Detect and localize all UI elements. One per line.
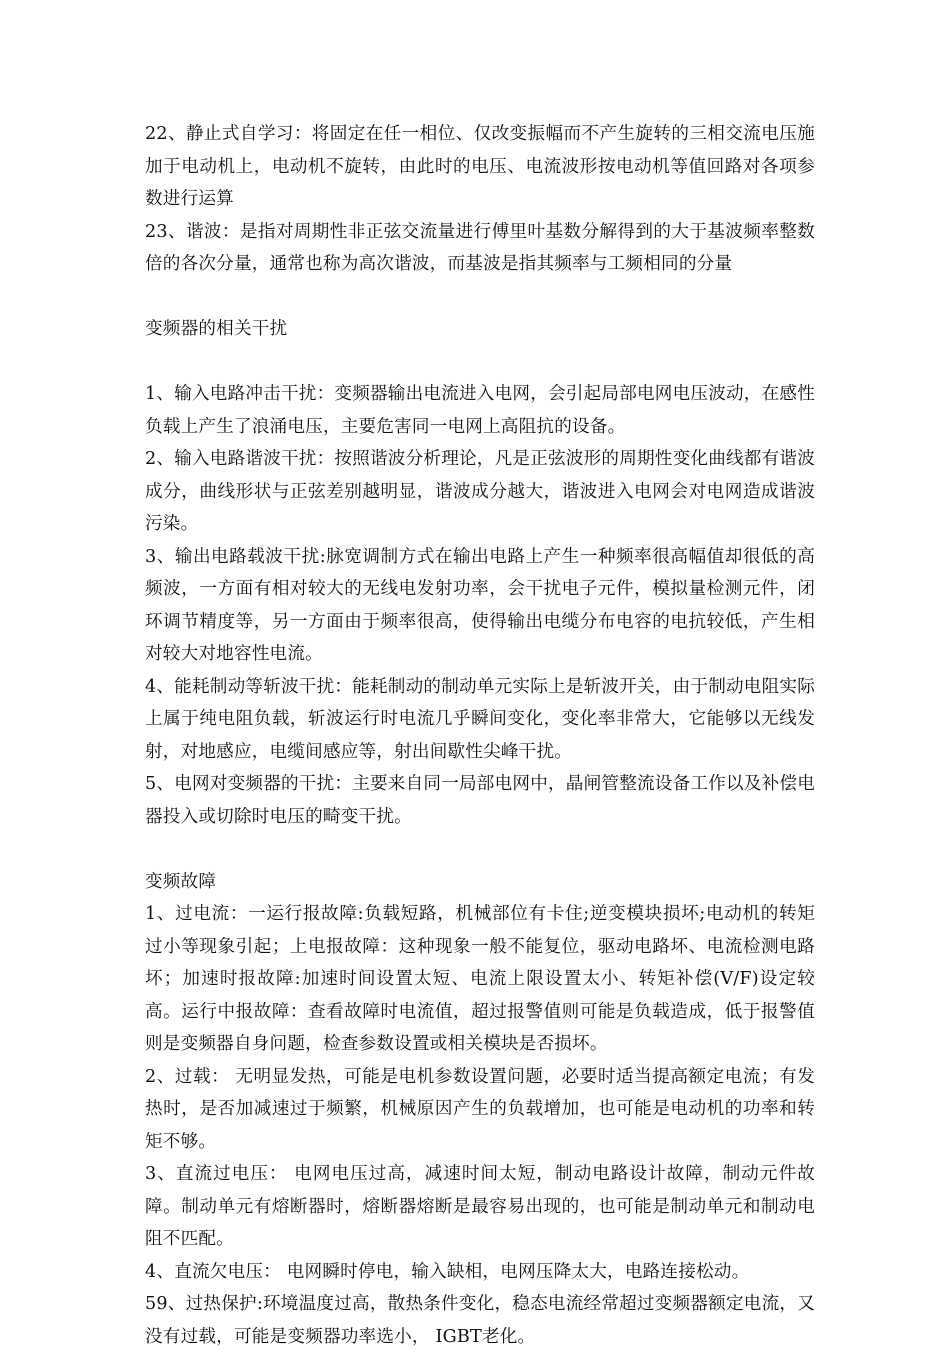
- interference-item-5: 5、电网对变频器的干扰：主要来自同一局部电网中，晶闸管整流设备工作以及补偿电器投入或切除时电压的畸变干扰。: [145, 774, 815, 827]
- fault-item-2: 2、过载： 无明显发热，可能是电机参数设置问题，必要时适当提高额定电流；有发热时，是否加减速过于频繁，机械原因产生的负载增加，也可能是电动机的功率和转矩不够。: [145, 1066, 815, 1152]
- interference-item-1: 1、输入电路冲击干扰：变频器输出电流进入电网，会引起局部电网电压波动，在感性负载上产生了浪涌电压，主要危害同一电网上高阻抗的设备。: [145, 384, 815, 437]
- blank-line: [145, 346, 815, 379]
- interference-item-3: 3、输出电路载波干扰:脉宽调制方式在输出电路上产生一种频率很高幅值却很低的高频波，一方面有相对较大的无线电发射功率，会干扰电子元件，模拟量检测元件，闭环调节精度等，另一方面由于频率很高，使得输出电缆分布电容的电抗较低，产生相对较大对地容性电流。: [145, 546, 815, 664]
- fault-item-3: 3、直流过电压： 电网电压过高，减速时间太短，制动电路设计故障，制动元件故障。制动单元有熔断器时，熔断器熔断是最容易出现的，也可能是制动单元和制动电阻不匹配。: [145, 1164, 815, 1249]
- blank-line: [145, 833, 815, 866]
- interference-item-4: 4、能耗制动等斩波干扰：能耗制动的制动单元实际上是斩波开关，由于制动电阻实际上属于纯电阻负载，斩波运行时电流几乎瞬间变化，变化率非常大，它能够以无线发射，对地感应，电缆间感应等，射出间歇性尖峰干扰。: [145, 676, 815, 762]
- interference-heading: 变频器的相关干扰: [145, 319, 288, 339]
- blank-line: [145, 281, 815, 314]
- fault-item-59: 59、过热保护:环境温度过高，散热条件变化，稳态电流经常超过变频器额定电流，又没有过载，可能是变频器功率选小， IGBT老化。: [145, 1294, 815, 1347]
- faults-heading: 变频故障: [145, 871, 217, 892]
- interference-item-2: 2、输入电路谐波干扰：按照谐波分析理论，凡是正弦波形的周期性变化曲线都有谐波成分，曲线形状与正弦差别越明显，谐波成分越大，谐波进入电网会对电网造成谐波污染。: [145, 449, 815, 534]
- fault-item-4: 4、直流欠电压： 电网瞬时停电，输入缺相，电网压降太大，电路连接松动。: [145, 1261, 750, 1282]
- document-page: [145, 118, 815, 1353]
- fault-item-1: 1、过电流：一运行报故障:负载短路，机械部位有卡住;逆变模块损坏;电动机的转矩过小等现象引起；上电报故障：这种现象一般不能复位，驱动电路坏、电流检测电路坏；加速时报故障:加速时间设置太短、电流上限设置太小、转矩补偿(V/F)设定较高。运行中报故障：查看故障时电流值，超过报警值则可能是负载造成，低于报警值则是变频器自身问题，检查参数设置或相关模块是否损坏。: [145, 904, 815, 1054]
- definition-item-22: 22、静止式自学习：将固定在任一相位、仅改变振幅而不产生旋转的三相交流电压施加于电动机上，电动机不旋转，由此时的电压、电流波形按电动机等值回路对各项参数进行运算: [145, 124, 815, 209]
- definition-item-23: 23、谐波：是指对周期性非正弦交流量进行傅里叶基数分解得到的大于基波频率整数倍的各次分量，通常也称为高次谐波，而基波是指其频率与工频相同的分量: [145, 221, 815, 274]
